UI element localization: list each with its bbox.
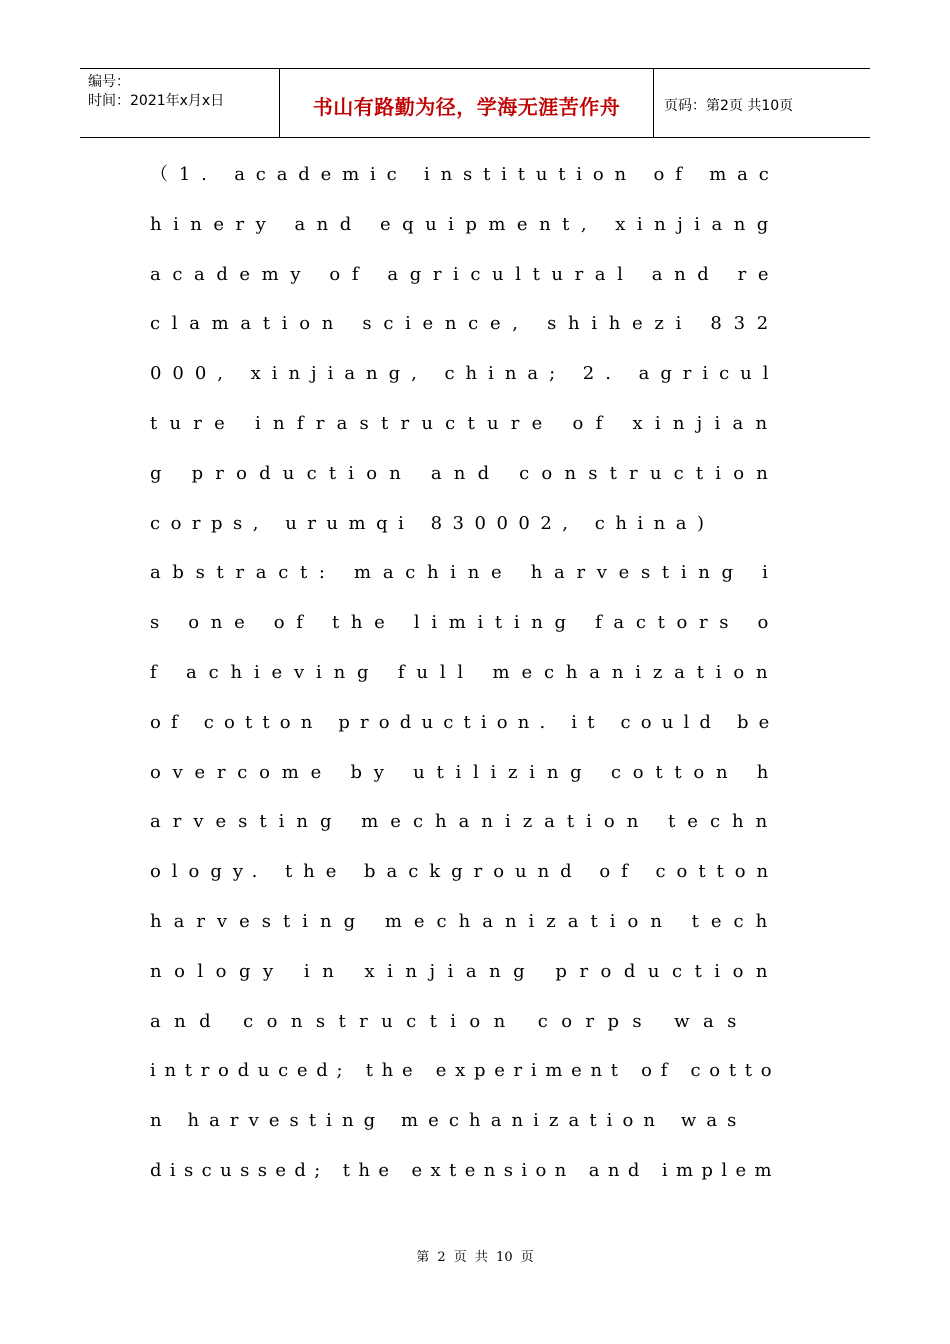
text-line: of cotton production. it could be [150,711,780,733]
page-footer: 第 2 页 共 10 页 [416,1250,534,1265]
header-meta-cell [80,69,280,137]
header-motto: 书山有路勤为径，学海无涯苦作舟 [280,69,654,137]
text-line: arvesting mechanization techn [150,811,780,833]
text-line: f achieving full mechanization [150,662,780,683]
header-page-info: 页码：第2页 共10页 [664,98,794,114]
text-line: introduced; the experiment of cotto [150,1060,781,1082]
text-line: n harvesting mechanization was [150,1110,747,1132]
text-line: s one of the limiting factors o [150,612,781,634]
text-line: g production and construction [150,462,781,484]
text-line: harvesting mechanization tech [150,911,780,932]
text-line: and construction corps was [150,1010,750,1032]
text-line: 000, xinjiang, china; 2. agricul [150,363,780,385]
number-label: 编号： [88,74,130,90]
text-line: hinery and equipment, xinjiang [150,213,780,235]
text-line: nology in xinjiang production [150,960,780,982]
text-line: overcome by utilizing cotton h [150,761,781,783]
page-header [80,68,870,138]
text-line: corps, urumqi 830002, china) [150,512,715,534]
text-line: ture infrastructure of xinjian [150,413,780,434]
time-label: 时间：2021年x月x日 [88,93,225,109]
text-line: ology. the background of cotton [150,861,780,883]
text-line: discussed; the extension and implem [150,1160,780,1181]
text-line: clamation science, shihezi 832 [150,313,780,335]
text-line: academy of agricultural and re [150,263,781,285]
text-line: （1. academic institution of mac [150,164,780,185]
text-line: abstract: machine harvesting i [150,562,780,584]
